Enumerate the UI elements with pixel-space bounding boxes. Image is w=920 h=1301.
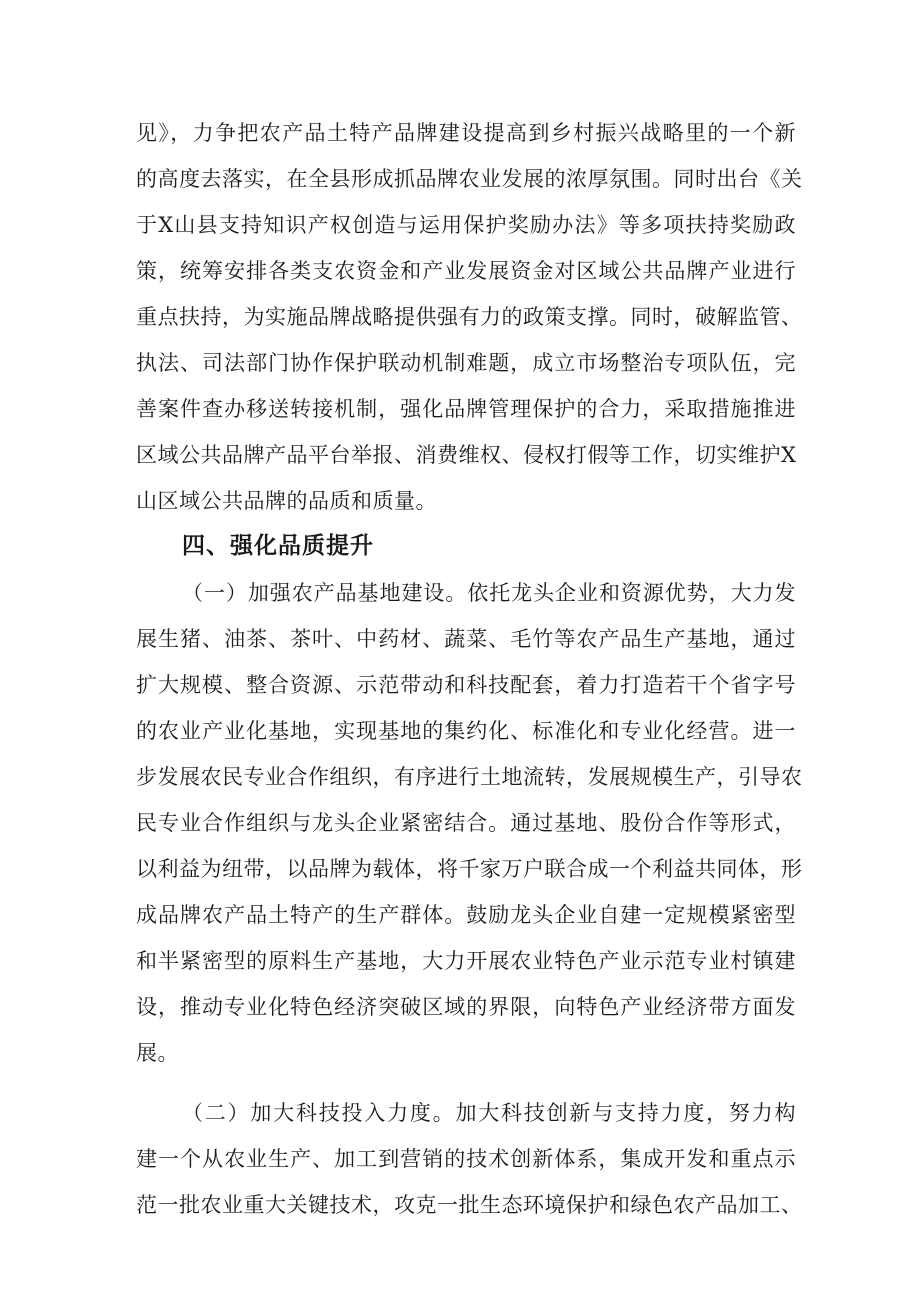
body-text-line: 扩大规模、整合资源、示范带动和科技配套，着力打造若干个省字号 xyxy=(136,673,796,697)
body-text-line: 山区域公共品牌的品质和质量。 xyxy=(136,489,437,513)
body-text-line: 设，推动专业化特色经济突破区域的界限，向特色产业经济带方面发 xyxy=(136,995,796,1019)
body-text-line: 区域公共品牌产品平台举报、消费维权、侵权打假等工作，切实维护X xyxy=(136,443,797,467)
body-text-line: 重点扶持，为实施品牌战略提供强有力的政策支撑。同时，破解监管、 xyxy=(136,305,803,329)
body-text-line: 步发展农民专业合作组织，有序进行土地流转，发展规模生产，引导农 xyxy=(136,765,803,789)
body-text-line: 范一批农业重大关键技术，攻克一批生态环境保护和绿色农产品加工、 xyxy=(136,1193,803,1217)
body-text-line: 建一个从农业生产、加工到营销的技术创新体系，集成开发和重点示 xyxy=(136,1147,796,1171)
body-text-line: （一）加强农产品基地建设。依托龙头企业和资源优势，大力发 xyxy=(182,581,796,605)
section-heading: 四、强化品质提升 xyxy=(182,533,374,559)
body-text-line: 策，统筹安排各类支农资金和产业发展资金对区域公共品牌产业进行 xyxy=(136,259,796,283)
body-text-line: 执法、司法部门协作保护联动机制难题，成立市场整治专项队伍，完 xyxy=(136,351,796,375)
body-text-line: 见》，力争把农产品土特产品牌建设提高到乡村振兴战略里的一个新 xyxy=(136,121,796,145)
body-text-line: 的高度去落实，在全县形成抓品牌农业发展的浓厚氛围。同时出台《关 xyxy=(136,167,803,191)
body-text-line: 民专业合作组织与龙头企业紧密结合。通过基地、股份合作等形式， xyxy=(136,811,796,835)
body-text-line: （二）加大科技投入力度。加大科技创新与支持力度，努力构 xyxy=(182,1101,796,1125)
body-text-line: 展。 xyxy=(136,1041,179,1065)
body-text-line: 善案件查办移送转接机制，强化品牌管理保护的合力，采取措施推进 xyxy=(136,397,796,421)
body-text-line: 成品牌农产品土特产的生产群体。鼓励龙头企业自建一定规模紧密型 xyxy=(136,903,796,927)
body-text-line: 的农业产业化基地，实现基地的集约化、标准化和专业化经营。进一 xyxy=(136,719,796,743)
body-text-line: 和半紧密型的原料生产基地，大力开展农业特色产业示范专业村镇建 xyxy=(136,949,796,973)
body-text-line: 展生猪、油茶、茶叶、中药材、蔬菜、毛竹等农产品生产基地，通过 xyxy=(136,627,796,651)
body-text-line: 于X山县支持知识产权创造与运用保护奖励办法》等多项扶持奖励政 xyxy=(136,213,796,237)
body-text-line: 以利益为纽带，以品牌为载体，将千家万户联合成一个利益共同体，形 xyxy=(136,857,803,881)
